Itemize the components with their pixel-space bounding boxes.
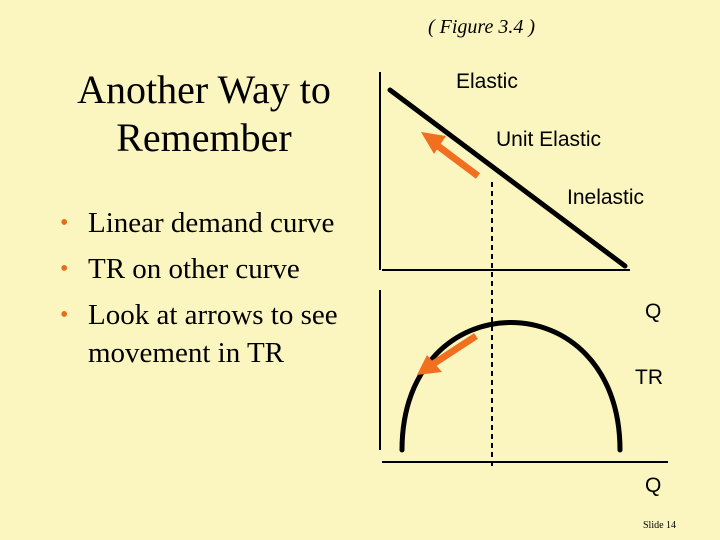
bullet-text: Look at arrows to see movement in TR xyxy=(88,299,338,369)
slide-title-line-2: Remember xyxy=(116,115,292,160)
slide-number: Slide 14 xyxy=(643,520,677,531)
bullet-text: Linear demand curve xyxy=(88,207,335,239)
demand-curve xyxy=(390,90,625,266)
label-tr: TR xyxy=(635,366,663,389)
bullet-text: TR on other curve xyxy=(88,253,300,285)
bullet-icon: • xyxy=(60,302,69,328)
label-q-bottom: Q xyxy=(645,474,662,497)
slide-title-line-1: Another Way to xyxy=(77,67,331,112)
label-elastic: Elastic xyxy=(456,70,518,93)
label-inelastic: Inelastic xyxy=(567,186,645,209)
bullet-icon: • xyxy=(60,210,69,236)
figure-label: ( Figure 3.4 ) xyxy=(428,16,536,38)
bullet-icon: • xyxy=(60,256,69,282)
label-q-top: Q xyxy=(645,300,662,323)
tr-curve xyxy=(402,323,620,451)
label-unit-elastic: Unit Elastic xyxy=(496,128,602,151)
